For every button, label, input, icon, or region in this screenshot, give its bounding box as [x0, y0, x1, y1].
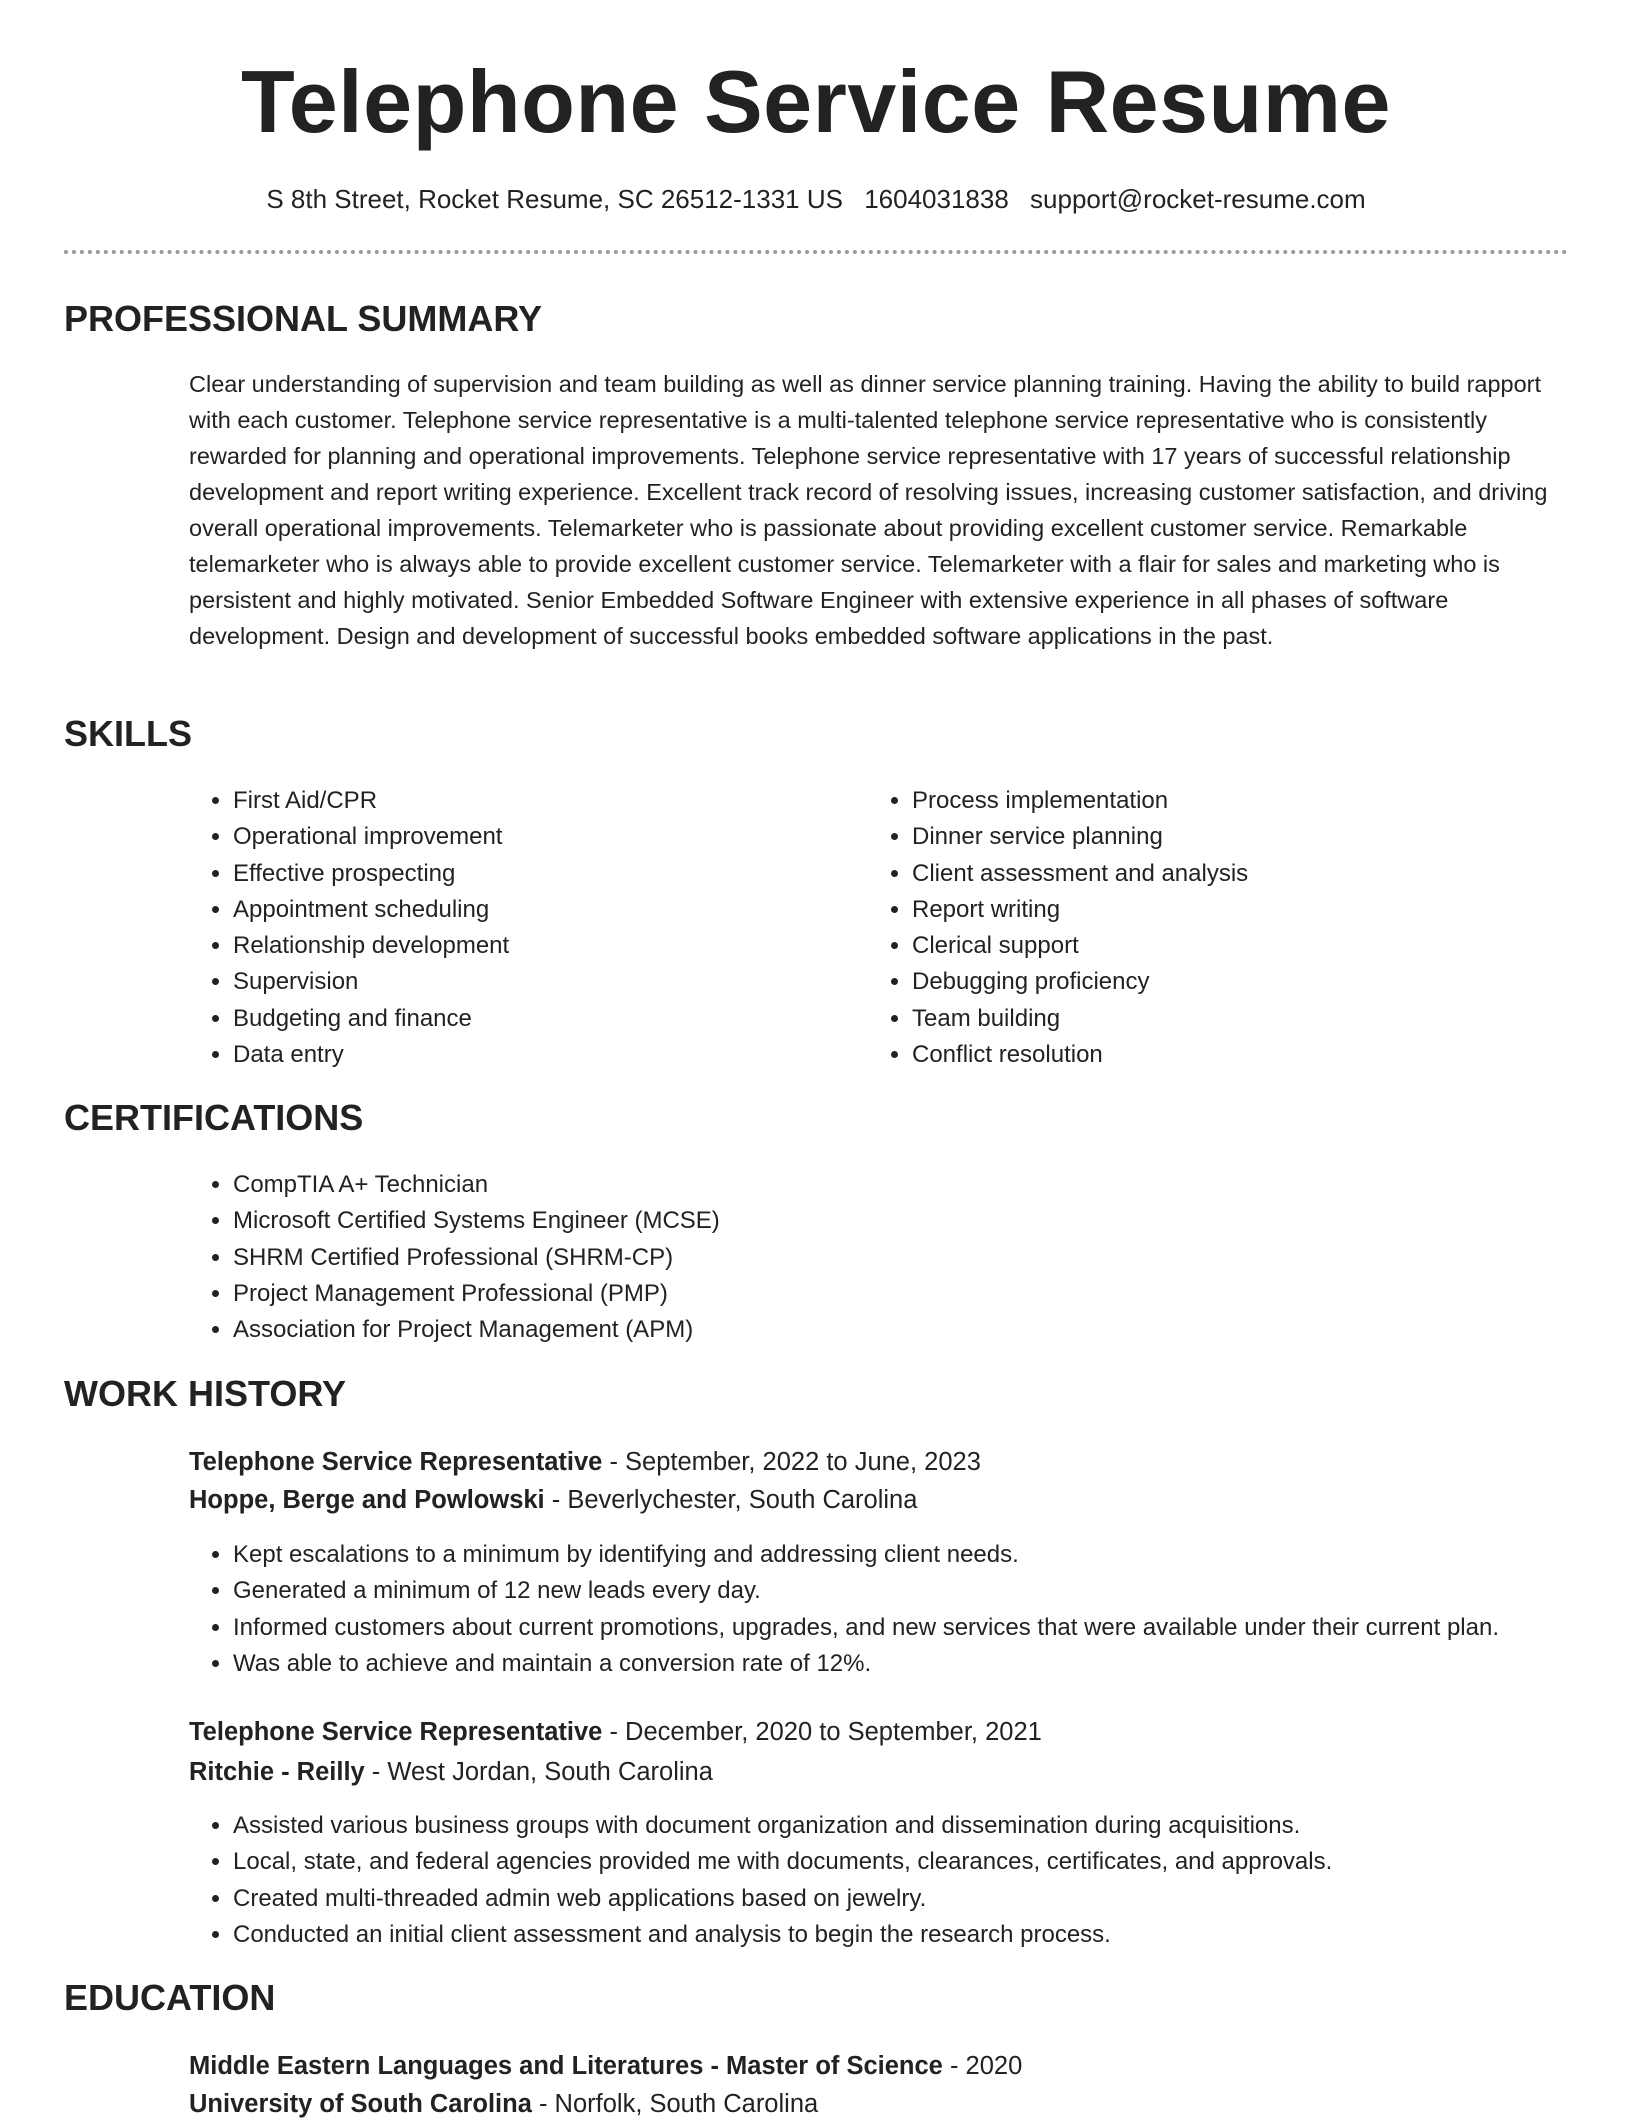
job-bullet: • Conducted an initial client assessment and analysis to begin the research process.: [233, 1917, 1632, 1953]
job-bullet: • Created multi-threaded admin web applications based on jewelry.: [233, 1881, 1632, 1917]
skill-item: • Clerical support: [912, 928, 1552, 964]
job-role: Telephone Service Representative: [189, 1718, 603, 1746]
certification-item: • SHRM Certified Professional (SHRM-CP): [233, 1240, 1533, 1276]
education-year: - 2020: [942, 2052, 1023, 2080]
contact-address: S 8th Street, Rocket Resume, SC 26512-1331 US: [266, 184, 843, 214]
certifications-list: [189, 1167, 1533, 1348]
certification-item: • CompTIA A+ Technician: [233, 1167, 1533, 1203]
resume-name: Telephone Service Resume: [241, 52, 1391, 151]
header-divider: [64, 250, 1568, 254]
certifications-heading: CERTIFICATIONS: [64, 1097, 364, 1138]
skill-item: • Conflict resolution: [912, 1037, 1552, 1073]
education-degree-line: [189, 2048, 1022, 2084]
skill-item: • Budgeting and finance: [233, 1001, 853, 1037]
job-bullet: • Was able to achieve and maintain a conversion rate of 12%.: [233, 1646, 1632, 1682]
job-role: Telephone Service Representative: [189, 1448, 603, 1476]
job-bullet: • Informed customers about current promotions, upgrades, and new services that were available under their current plan.: [233, 1610, 1632, 1646]
education-degree: Middle Eastern Languages and Literatures - Master of Science: [189, 2052, 943, 2080]
job-title-line: [189, 1444, 981, 1480]
job-location: - Beverlychester, South Carolina: [544, 1486, 918, 1514]
job-company-line: [189, 1754, 713, 1790]
job-location: - West Jordan, South Carolina: [364, 1758, 713, 1786]
skill-item: • Report writing: [912, 892, 1552, 928]
skill-item: • Appointment scheduling: [233, 892, 853, 928]
contact-line: [0, 182, 1632, 216]
work-history-heading: WORK HISTORY: [64, 1373, 347, 1414]
skill-item: • Supervision: [233, 964, 853, 1000]
skills-list-right: [868, 783, 1552, 1073]
certification-item: • Association for Project Management (APM): [233, 1312, 1533, 1348]
job-company: Ritchie - Reilly: [189, 1758, 365, 1786]
job-title-line: [189, 1714, 1042, 1750]
contact-phone: 1604031838: [864, 184, 1009, 214]
skill-item: • Dinner service planning: [912, 819, 1552, 855]
job-bullet: • Local, state, and federal agencies provided me with documents, clearances, certificates, and approvals.: [233, 1844, 1632, 1880]
education-heading: EDUCATION: [64, 1977, 276, 2018]
job-bullets: [189, 1808, 1632, 1953]
job-dates: - December, 2020 to September, 2021: [602, 1718, 1042, 1746]
certification-item: • Project Management Professional (PMP): [233, 1276, 1533, 1312]
education-school: University of South Carolina: [189, 2090, 532, 2118]
skill-item: • Data entry: [233, 1037, 853, 1073]
summary-heading: PROFESSIONAL SUMMARY: [64, 298, 543, 339]
skills-list-left: [189, 783, 853, 1073]
skill-item: • Relationship development: [233, 928, 853, 964]
skill-item: • Debugging proficiency: [912, 964, 1552, 1000]
job-dates: - September, 2022 to June, 2023: [602, 1448, 981, 1476]
certification-item: • Microsoft Certified Systems Engineer (MCSE): [233, 1203, 1533, 1239]
skills-heading: SKILLS: [64, 713, 193, 754]
job-bullet: • Assisted various business groups with document organization and dissemination during acquisitions.: [233, 1808, 1632, 1844]
summary-text: Clear understanding of supervision and team building as well as dinner service planning training. Having the ability to build rapport with each customer. Telephone service representative is a multi-talented telephone service representative who is consistently rewarded for planning and operational improvements. Telephone service representative with 17 years of successful relationship development and report writing experience. Excellent track record of resolving issues, increasing customer satisfaction, and driving overall operational improvements. Telemarketer who is passionate about providing excellent customer service. Remarkable telemarketer who is always able to provide excellent customer service. Telemarketer with a flair for sales and marketing who is persistent and highly motivated. Senior Embedded Software Engineer with extensive experience in all phases of software development. Design and development of successful books embedded software applications in the past.: [189, 371, 1548, 649]
job-bullets: [189, 1537, 1632, 1682]
skill-item: • First Aid/CPR: [233, 783, 853, 819]
job-bullet: • Kept escalations to a minimum by identifying and addressing client needs.: [233, 1537, 1632, 1573]
skill-item: • Client assessment and analysis: [912, 856, 1552, 892]
job-bullet: • Generated a minimum of 12 new leads every day.: [233, 1573, 1632, 1609]
education-school-line: [189, 2086, 818, 2122]
contact-email: support@rocket-resume.com: [1030, 184, 1366, 214]
education-location: - Norfolk, South Carolina: [531, 2090, 819, 2118]
skill-item: • Operational improvement: [233, 819, 853, 855]
skill-item: • Team building: [912, 1001, 1552, 1037]
job-company: Hoppe, Berge and Powlowski: [189, 1486, 545, 1514]
skill-item: • Process implementation: [912, 783, 1552, 819]
skill-item: • Effective prospecting: [233, 856, 853, 892]
job-company-line: [189, 1482, 917, 1518]
